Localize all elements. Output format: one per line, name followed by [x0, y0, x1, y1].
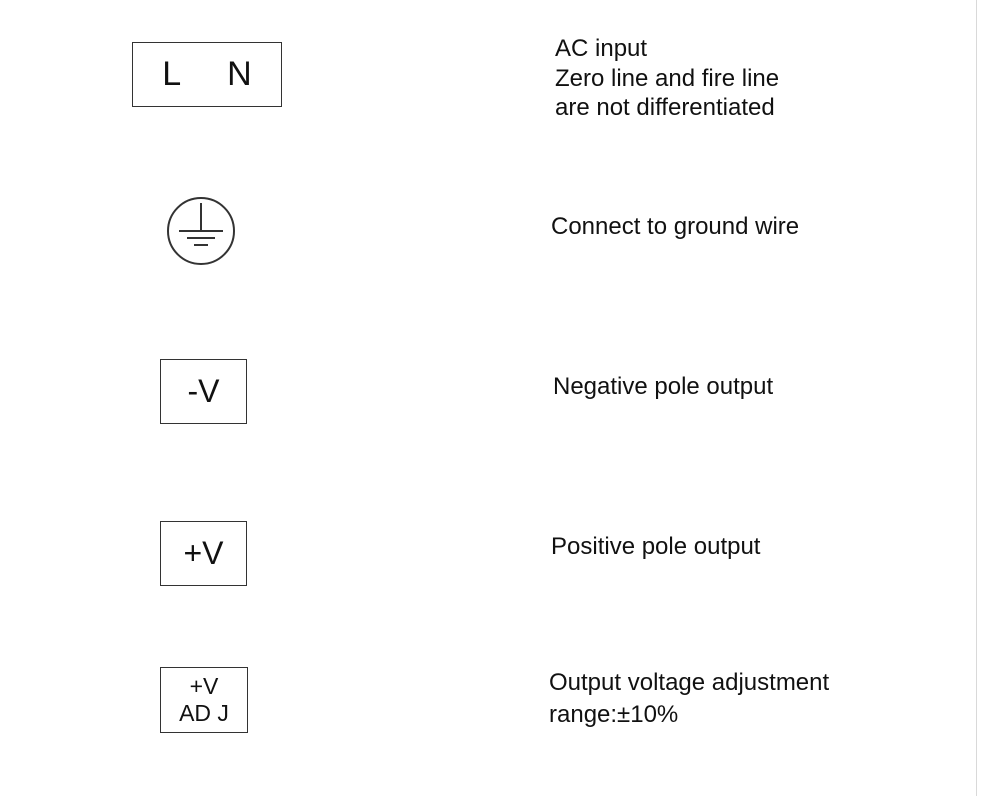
ground-description: Connect to ground wire [551, 213, 800, 240]
voltage-adjust-label-line: AD J [179, 700, 229, 726]
negative-terminal-symbol [160, 359, 247, 424]
ac-input-description-line: Zero line and fire line [555, 64, 780, 92]
voltage-adjust-description [549, 667, 829, 731]
voltage-adjust-description-line: Output voltage adjustment [549, 669, 830, 696]
ac-input-description [555, 34, 779, 123]
ac-input-terminal-symbol [132, 42, 282, 107]
positive-terminal-symbol [160, 521, 247, 586]
neutral-terminal-label: N [227, 55, 252, 93]
negative-terminal-label: -V [187, 373, 220, 409]
right-border-line [976, 0, 977, 796]
live-terminal-label: L [162, 55, 182, 93]
voltage-adjust-label-line: +V [189, 673, 219, 699]
protective-earth-icon [166, 196, 236, 266]
voltage-adjust-description-line: range:±10% [549, 701, 679, 728]
ac-input-description-line: AC input [555, 35, 648, 62]
voltage-adjust-terminal-symbol [160, 667, 248, 733]
ac-input-description-line: are not differentiated [555, 94, 775, 121]
positive-description: Positive pole output [551, 533, 761, 560]
positive-terminal-label: +V [183, 535, 224, 571]
negative-description: Negative pole output [553, 373, 774, 400]
